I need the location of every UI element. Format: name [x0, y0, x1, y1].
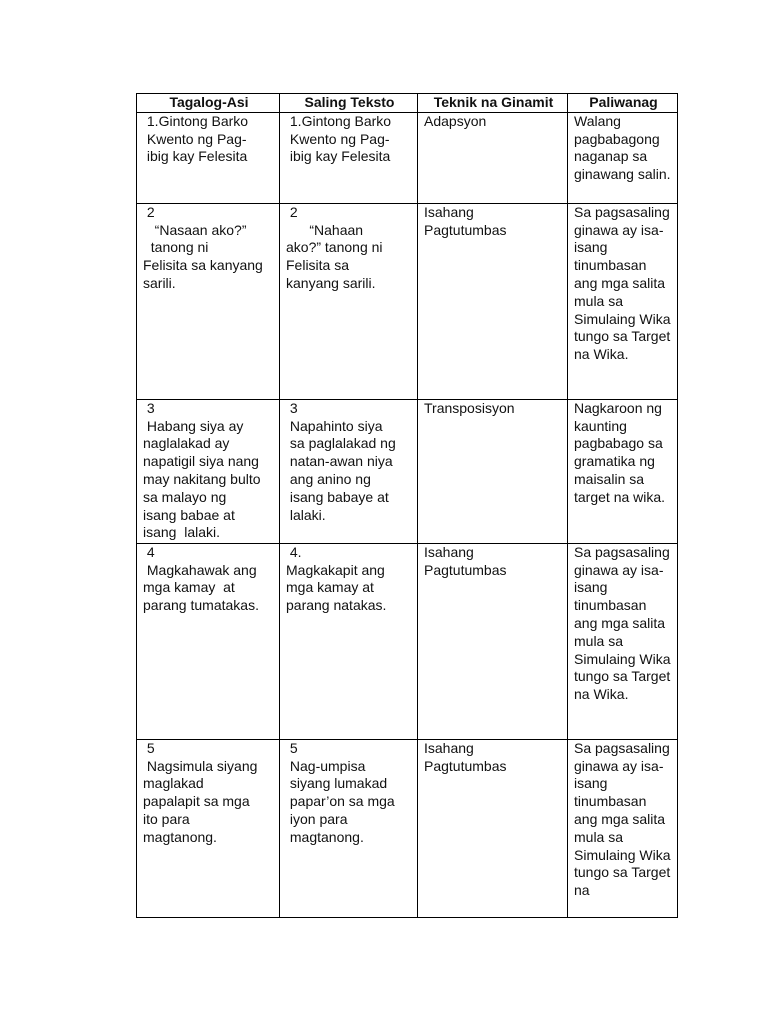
cell-teknik: Adapsyon — [418, 112, 568, 203]
cell-saling-teksto: 1.Gintong Barko Kwento ng Pag- ibig kay Felesita — [280, 112, 418, 203]
header-row — [137, 94, 678, 113]
cell-tagalog-asi: 3 Habang siya ay naglalakad ay napatigil siya nang may nakitang bulto sa malayo ng isang babae at isang lalaki. — [137, 399, 280, 543]
cell-saling-teksto: 3 Napahinto siya sa paglalakad ng natan-awan niya ang anino ng isang babaye at lalaki. — [280, 399, 418, 543]
cell-tagalog-asi: 4 Magkahawak ang mga kamay at parang tumatakas. — [137, 543, 280, 739]
cell-teknik: Isahang Pagtutumbas — [418, 739, 568, 917]
header-tagalog-asi: Tagalog-Asi — [137, 94, 280, 113]
header-teknik: Teknik na Ginamit — [418, 94, 568, 113]
cell-saling-teksto: 4. Magkakapit ang mga kamay at parang natakas. — [280, 543, 418, 739]
table-row — [137, 543, 678, 739]
cell-tagalog-asi: 1.Gintong Barko Kwento ng Pag- ibig kay Felesita — [137, 112, 280, 203]
table-row — [137, 399, 678, 543]
table-row — [137, 739, 678, 917]
translation-table — [136, 93, 678, 918]
header-saling-teksto: Saling Teksto — [280, 94, 418, 113]
cell-saling-teksto: 5 Nag-umpisa siyang lumakad papar’on sa mga iyon para magtanong. — [280, 739, 418, 917]
cell-tagalog-asi: 2 “Nasaan ako?” tanong ni Felisita sa kanyang sarili. — [137, 203, 280, 399]
cell-paliwanag: Nagkaroon ng kaunting pagbabago sa gramatika ng maisalin sa target na wika. — [568, 399, 678, 543]
cell-paliwanag: Sa pagsasaling ginawa ay isa-isang tinumbasan ang mga salita mula sa Simulaing Wika tungo sa Target na — [568, 739, 678, 917]
cell-paliwanag: Walang pagbabagong naganap sa ginawang salin. — [568, 112, 678, 203]
cell-paliwanag: Sa pagsasaling ginawa ay isa-isang tinumbasan ang mga salita mula sa Simulaing Wika tungo sa Target na Wika. — [568, 203, 678, 399]
cell-teknik: Isahang Pagtutumbas — [418, 203, 568, 399]
cell-tagalog-asi: 5 Nagsimula siyang maglakad papalapit sa mga ito para magtanong. — [137, 739, 280, 917]
cell-saling-teksto: 2 “Nahaan ako?” tanong ni Felisita sa kanyang sarili. — [280, 203, 418, 399]
table-row — [137, 203, 678, 399]
cell-teknik: Isahang Pagtutumbas — [418, 543, 568, 739]
table-row — [137, 112, 678, 203]
header-paliwanag: Paliwanag — [568, 94, 678, 113]
cell-paliwanag: Sa pagsasaling ginawa ay isa-isang tinumbasan ang mga salita mula sa Simulaing Wika tungo sa Target na Wika. — [568, 543, 678, 739]
cell-teknik: Transposisyon — [418, 399, 568, 543]
